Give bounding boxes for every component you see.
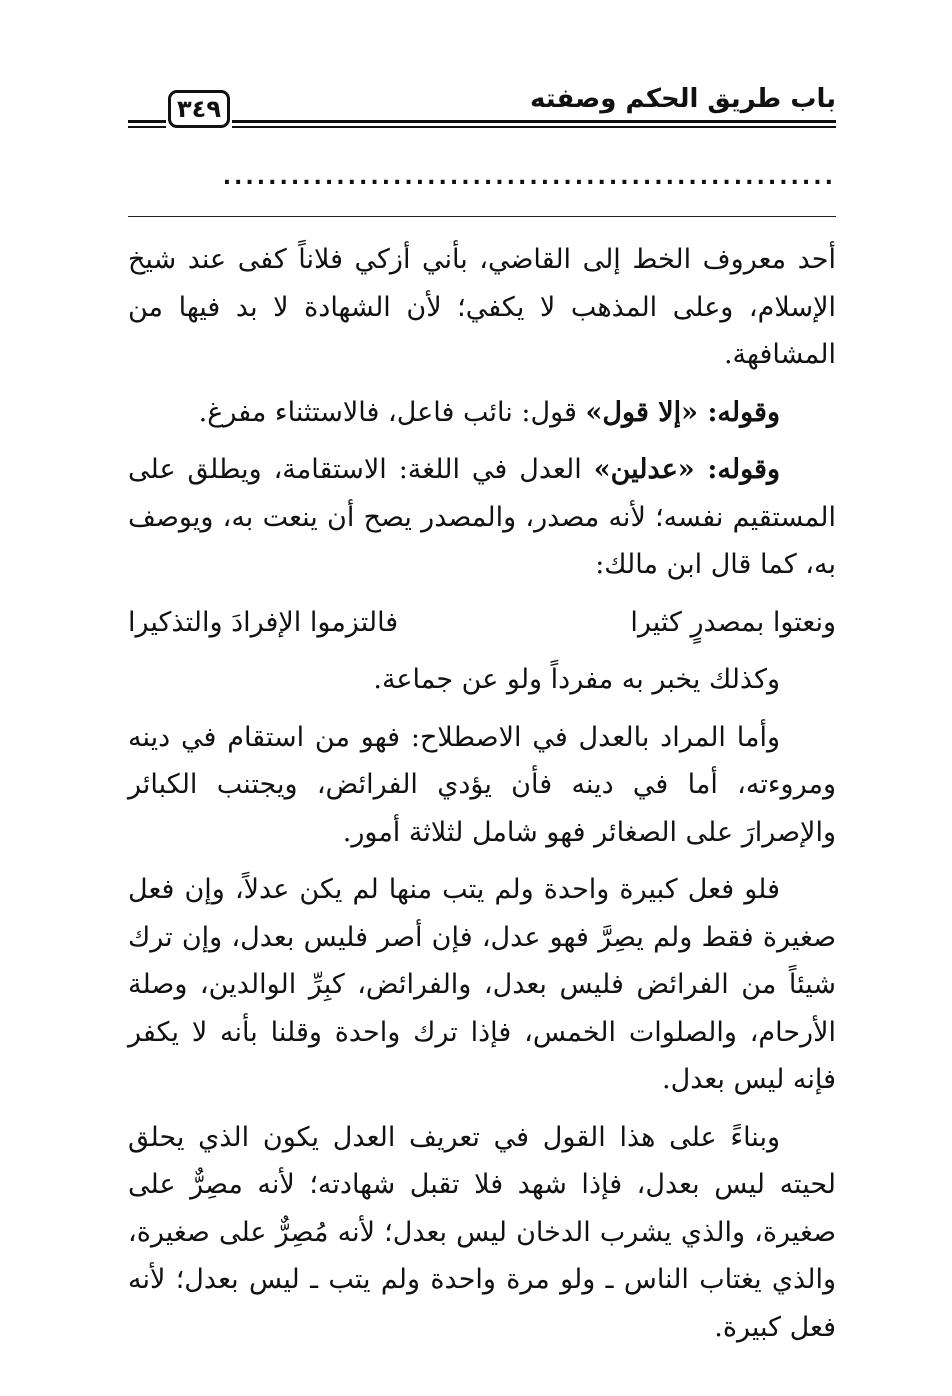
paragraph-4: وكذلك يخبر به مفرداً ولو عن جماعة.: [373, 664, 780, 695]
header-rule-right: [232, 120, 836, 130]
paragraph-6: فلو فعل كبيرة واحدة ولم يتب منها لم يكن عدلاً، وإن فعل صغيرة فقط ولم يصِرَّ فهو عدل، فإن أصر فليس بعدل، وإن ترك شيئاً من الفرائض فليس بعدل، والفرائض، كبِرِّ الوالدين، وصلة الأرحام، والصلوات الخمس، فإذا ترك واحدة وقلنا بأنه لا يكفر فإنه ليس بعدل.: [128, 874, 836, 1095]
poetry-verse: [128, 599, 836, 647]
text-separator: [128, 216, 836, 217]
running-title: باب طريق الحكم وصفته: [530, 84, 836, 114]
paragraph-1: أحد معروف الخط إلى القاضي، بأني أزكي فلاناً كفى عند شيخ الإسلام، وعلى المذهب لا يكفي؛ لأن الشهادة لا بد فيها من المشافهة.: [128, 244, 836, 370]
page-number: ٣٤٩: [168, 90, 230, 128]
paragraph-7: وبناءً على هذا القول في تعريف العدل يكون الذي يحلق لحيته ليس بعدل، فإذا شهد فلا تقبل شهادته؛ لأنه مصِرٌّ على صغيرة، والذي يشرب الدخان ليس بعدل؛ لأنه مُصِرٌّ على صغيرة، والذي يغتاب الناس ـ ولو مرة واحدة ولم يتب ـ ليس بعدل؛ لأنه فعل كبيرة.: [128, 1121, 836, 1343]
header-rule-left: [128, 120, 166, 130]
paragraph-5: وأما المراد بالعدل في الاصطلاح: فهو من استقام في دينه ومروءته، أما في دينه فأن يؤدي الفرائض، ويجتنب الكبائر والإصرارَ على الصغائر فهو شامل لثلاثة أمور.: [128, 721, 836, 848]
page-header: [128, 82, 836, 142]
paragraph-3-rest: العدل في اللغة: الاستقامة، ويطلق على المستقيم نفسه؛ لأنه مصدر، والمصدر يصح أن ينعت به، ويوصف به، كما قال ابن مالك:: [128, 454, 836, 580]
verse-first-hemistich: ونعتوا بمصدرٍ كثيرا: [630, 606, 836, 638]
paragraph-3-lead: وقوله: «عدلين»: [593, 454, 780, 485]
paragraph-2-rest: قول: نائب فاعل، فالاستثناء مفرغ.: [198, 396, 586, 428]
verse-second-hemistich: فالتزموا الإفرادَ والتذكيرا: [128, 606, 399, 638]
body-text: [128, 236, 836, 1361]
paragraph-3: [128, 446, 836, 589]
paragraph-2-lead: وقوله: «إلا قول»: [585, 396, 780, 428]
ellipsis-line: ......................................................: [222, 165, 836, 190]
paragraph-2: [128, 389, 836, 437]
